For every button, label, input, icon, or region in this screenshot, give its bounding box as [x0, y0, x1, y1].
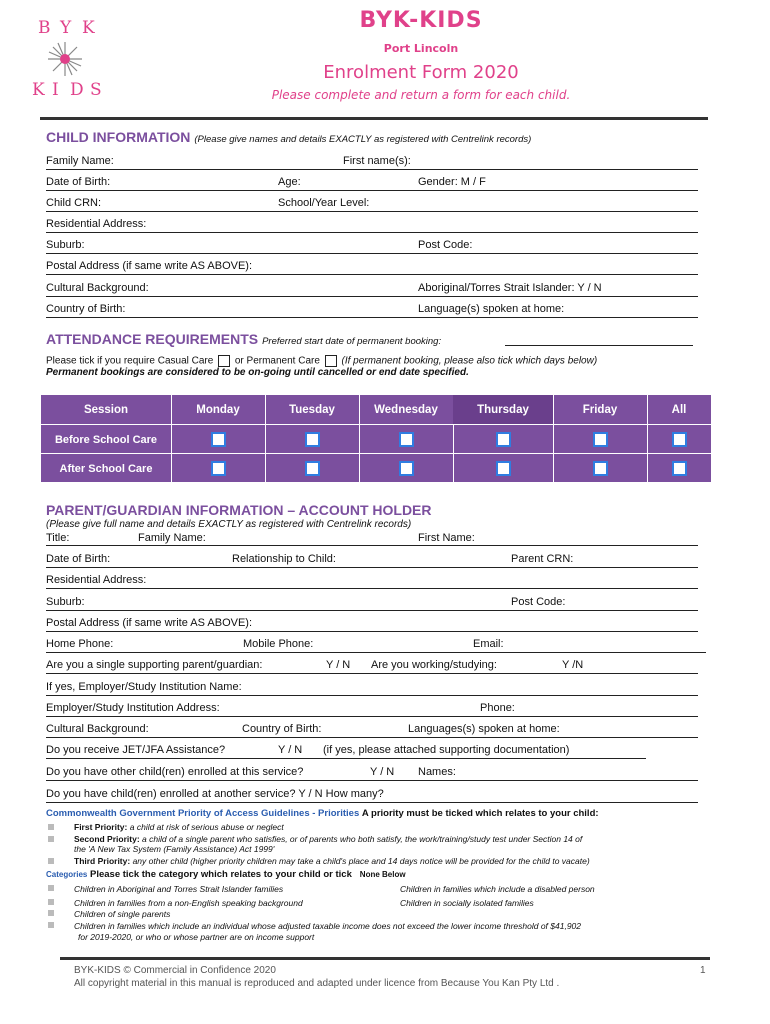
- col-monday: Monday: [171, 395, 266, 424]
- child-info-heading: CHILD INFORMATION (Please give names and details EXACTLY as registered with Centrelink records): [46, 129, 532, 145]
- checkbox-category-single-parents[interactable]: [48, 910, 54, 916]
- casual-care-checkbox[interactable]: [218, 355, 230, 367]
- parent-name-row[interactable]: Title: Family Name: First Name:: [46, 530, 698, 546]
- parent-jet-row[interactable]: Do you receive JET/JFA Assistance? Y / N (if yes, please attached supporting documentation): [46, 742, 646, 759]
- col-session: Session: [41, 395, 172, 424]
- col-thursday: Thursday: [453, 395, 554, 424]
- second-priority-cont: the 'A New Tax System (Family Assistance) Act 1999': [74, 844, 275, 854]
- category-disabled: Children in families which include a disabled person: [400, 884, 595, 894]
- checkbox-after-all[interactable]: [672, 461, 687, 476]
- logo-letter: K: [32, 80, 45, 100]
- footer-confidential: BYK-KIDS © Commercial in Confidence 2020: [74, 965, 276, 976]
- ongoing-note: Permanent bookings are considered to be on-going until cancelled or end date specified.: [46, 367, 469, 378]
- checkbox-before-wednesday[interactable]: [399, 432, 414, 447]
- checkbox-after-friday[interactable]: [593, 461, 608, 476]
- child-dob-row[interactable]: Date of Birth: Age: Gender: M / F: [46, 174, 698, 191]
- session-table: [41, 395, 711, 482]
- categories-heading: Categories Please tick the category which relates to your child or tick None Below: [46, 869, 406, 880]
- parent-single-row[interactable]: Are you a single supporting parent/guardian: Y / N Are you working/studying: Y /N: [46, 657, 698, 674]
- child-suburb-row[interactable]: Suburb: Post Code:: [46, 237, 698, 254]
- org-title: BYK-KIDS: [359, 8, 483, 33]
- category-aboriginal: Children in Aboriginal and Torres Strait Islander families: [74, 884, 284, 894]
- category-single-parents: Children of single parents: [74, 909, 171, 919]
- category-isolated: Children in socially isolated families: [400, 898, 534, 908]
- form-title: Enrolment Form 2020: [323, 62, 519, 83]
- parent-address-row[interactable]: Residential Address:: [46, 572, 698, 589]
- checkbox-before-tuesday[interactable]: [305, 432, 320, 447]
- care-type-line: Please tick if you require Casual Care or Permanent Care (If permanent booking, please also tick which days below): [46, 355, 598, 367]
- logo-letter: Y: [60, 18, 72, 38]
- logo-letter: D: [70, 80, 84, 100]
- child-postal-row[interactable]: Postal Address (if same write AS ABOVE):: [46, 258, 698, 275]
- child-address-row[interactable]: Residential Address:: [46, 216, 698, 233]
- category-non-english: Children in families from a non-English speaking background: [74, 898, 303, 908]
- logo-letter: I: [52, 80, 59, 100]
- col-all: All: [671, 403, 687, 416]
- parent-note: (Please give full name and details EXACTLY as registered with Centrelink records): [46, 519, 412, 530]
- checkbox-before-monday[interactable]: [211, 432, 226, 447]
- first-priority: First Priority: a child at risk of serious abuse or neglect: [74, 822, 284, 832]
- checkbox-after-monday[interactable]: [211, 461, 226, 476]
- parent-other-children-row[interactable]: Do you have other child(ren) enrolled at this service? Y / N Names:: [46, 764, 698, 781]
- row-before-school: Before School Care: [41, 424, 172, 454]
- parent-suburb-row[interactable]: Suburb: Post Code:: [46, 594, 698, 611]
- parent-phone-row[interactable]: Home Phone: Mobile Phone: Email:: [46, 636, 706, 653]
- row-after-school: After School Care: [41, 453, 172, 483]
- footer-copyright: All copyright material in this manual is reproduced and adapted under licence from Because You Kan Pty Ltd .: [74, 978, 560, 989]
- org-subtitle: Port Lincoln: [383, 42, 459, 55]
- page-number: 1: [700, 965, 706, 976]
- logo-letter: B: [38, 18, 51, 38]
- parent-another-service-row[interactable]: Do you have child(ren) enrolled at another service? Y / N How many?: [46, 786, 698, 803]
- third-priority: Third Priority: any other child (higher priority children may take a child's place and 14 days notice will be provided for the child to vacate): [74, 856, 590, 866]
- parent-employer-address-row[interactable]: Employer/Study Institution Address: Phone:: [46, 700, 698, 717]
- checkbox-after-wednesday[interactable]: [399, 461, 414, 476]
- col-friday: Friday: [553, 395, 648, 424]
- logo-letter: S: [90, 80, 102, 100]
- checkbox-before-friday[interactable]: [593, 432, 608, 447]
- checkbox-category-low-income[interactable]: [48, 922, 54, 928]
- bullet-icon: [48, 858, 54, 864]
- bullet-icon: [48, 824, 54, 830]
- attendance-heading: ATTENDANCE REQUIREMENTS Preferred start date of permanent booking:: [46, 331, 442, 347]
- second-priority: Second Priority: a child of a single parent who satisfies, or of parents who both satisfy, the work/training/study test under Section 14 of: [74, 834, 583, 844]
- child-cultural-row[interactable]: Cultural Background: Aboriginal/Torres Strait Islander: Y / N: [46, 280, 698, 297]
- col-wednesday: Wednesday: [359, 395, 454, 424]
- child-crn-row[interactable]: Child CRN: School/Year Level:: [46, 195, 698, 212]
- permanent-care-checkbox[interactable]: [325, 355, 337, 367]
- category-low-income-cont: for 2019-2020, or who or whose partner are on income support: [78, 932, 315, 942]
- parent-employer-row[interactable]: If yes, Employer/Study Institution Name:: [46, 679, 698, 696]
- parent-postal-row[interactable]: Postal Address (if same write AS ABOVE):: [46, 615, 698, 632]
- footer-divider: [60, 957, 710, 960]
- col-tuesday: Tuesday: [265, 395, 360, 424]
- divider: [40, 117, 708, 120]
- checkbox-category-non-english[interactable]: [48, 899, 54, 905]
- checkbox-after-tuesday[interactable]: [305, 461, 320, 476]
- start-date-field[interactable]: [505, 345, 693, 346]
- child-country-row[interactable]: Country of Birth: Language(s) spoken at home:: [46, 301, 698, 318]
- priority-heading: Commonwealth Government Priority of Access Guidelines - Priorities A priority must be ticked which relates to your child:: [46, 808, 599, 819]
- checkbox-category-aboriginal[interactable]: [48, 885, 54, 891]
- logo-letter: K: [82, 18, 95, 38]
- category-low-income: Children in families which include an individual whose adjusted taxable income does not exceed the lower income threshold of $41,902: [74, 921, 581, 931]
- checkbox-before-thursday[interactable]: [496, 432, 511, 447]
- parent-cultural-row[interactable]: Cultural Background: Country of Birth: Languages(s) spoken at home:: [46, 721, 698, 738]
- child-name-row[interactable]: Family Name: First name(s):: [46, 153, 698, 170]
- form-note: Please complete and return a form for each child.: [271, 88, 571, 102]
- parent-dob-row[interactable]: Date of Birth: Relationship to Child: Parent CRN:: [46, 551, 698, 568]
- parent-info-heading: PARENT/GUARDIAN INFORMATION – ACCOUNT HOLDER: [46, 502, 432, 518]
- bullet-icon: [48, 836, 54, 842]
- checkbox-after-thursday[interactable]: [496, 461, 511, 476]
- checkbox-before-all[interactable]: [672, 432, 687, 447]
